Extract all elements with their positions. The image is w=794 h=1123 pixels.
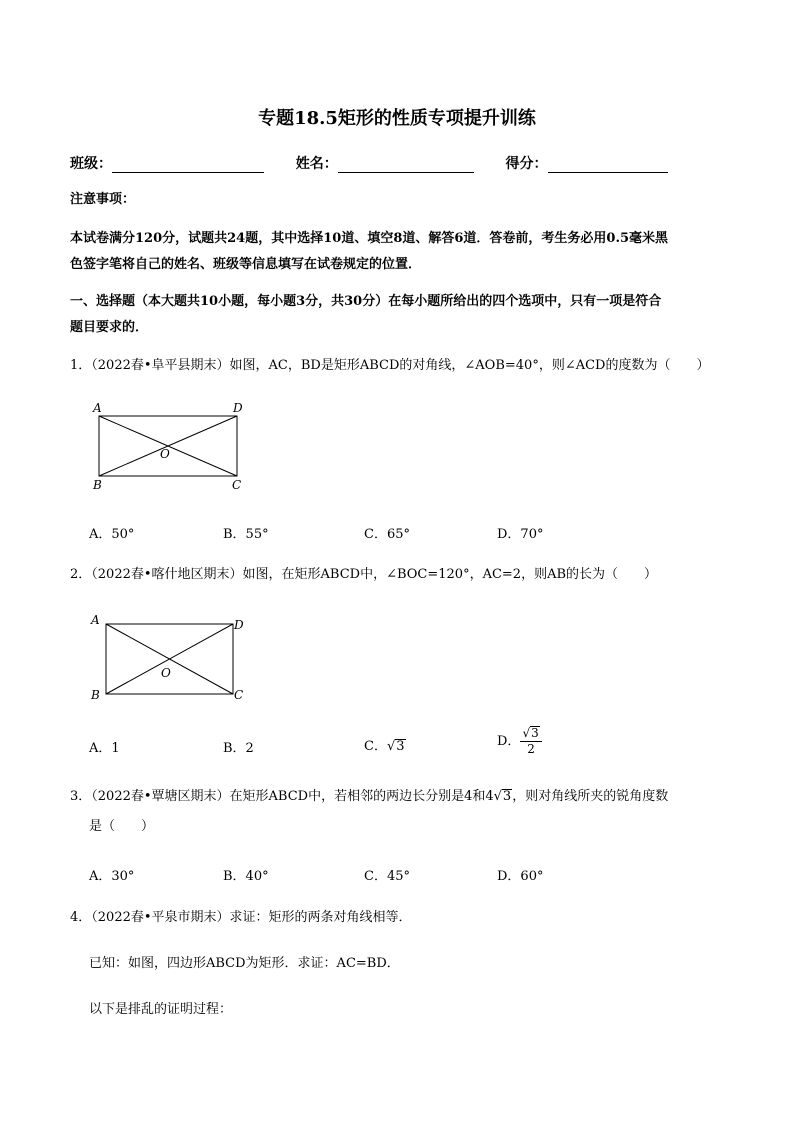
q1-label-o: O xyxy=(160,447,170,461)
q1-stem: 1．（2022春•阜平县期末）如图，AC，BD是矩形ABCD的对角线，∠AOB=40°，则∠ACD的度数为（ ） xyxy=(70,358,710,373)
q3-stem-line-2: 是（ ） xyxy=(89,819,155,834)
q2-option-a[interactable]: A．1 xyxy=(89,741,120,756)
q1-rectangle-figure xyxy=(88,398,258,494)
score-label: 得分： xyxy=(505,156,548,172)
q1-option-a[interactable]: A．50° xyxy=(89,527,135,542)
q2-option-d[interactable] xyxy=(497,726,542,757)
q2-label-c: C xyxy=(234,688,244,702)
q2-option-d-numerator: 3 xyxy=(531,726,539,740)
q2-label-o: O xyxy=(161,666,171,680)
q2-label-d: D xyxy=(234,618,244,632)
q3-option-c[interactable]: C．45° xyxy=(364,869,410,884)
q3-stem-part-2: ，则对角线所夹的锐角度数 xyxy=(512,789,669,804)
q4-given: 已知：如图，四边形ABCD为矩形．求证：AC=BD． xyxy=(89,956,400,971)
q2-label-b: B xyxy=(91,688,100,702)
score-blank[interactable] xyxy=(548,157,668,173)
notice-line-1: 本试卷满分120分，试题共24题，其中选择10道、填空8道、解答6道．答卷前，考生务必用0.5毫米黑 xyxy=(70,231,669,246)
student-info-row xyxy=(70,153,668,173)
q2-option-c-radicand: 3 xyxy=(396,739,405,754)
section1-line-2: 题目要求的． xyxy=(70,320,149,335)
q1-label-d: D xyxy=(233,401,243,415)
notice-line-2: 色签字笔将自己的姓名、班级等信息填写在试卷规定的位置． xyxy=(70,257,422,272)
q2-option-d-prefix: D． xyxy=(497,734,521,749)
name-blank[interactable] xyxy=(338,157,474,173)
q4-proof-intro: 以下是排乱的证明过程： xyxy=(89,1002,233,1017)
q2-option-c-prefix: C． xyxy=(364,739,387,754)
sqrt-symbol: √ xyxy=(386,739,396,754)
sqrt-symbol: √ xyxy=(493,789,502,804)
q2-option-c[interactable] xyxy=(364,735,406,754)
sqrt-symbol: √ xyxy=(522,726,531,740)
section1-line-1: 一、选择题（本大题共10小题，每小题3分，共30分）在每小题所给出的四个选项中，只有一项是符合 xyxy=(70,294,662,309)
q2-option-b[interactable]: B．2 xyxy=(223,741,254,756)
q3-stem-part-1: 3．（2022春•覃塘区期末）在矩形ABCD中，若相邻的两边长分别是4和4 xyxy=(70,789,494,804)
q2-label-a: A xyxy=(91,613,100,627)
q1-option-c[interactable]: C．65° xyxy=(364,527,410,542)
q1-option-b[interactable]: B．55° xyxy=(223,527,269,542)
class-label: 班级： xyxy=(70,156,112,172)
q4-stem: 4．（2022春•平泉市期末）求证：矩形的两条对角线相等． xyxy=(70,910,412,925)
name-label: 姓名： xyxy=(295,156,338,172)
q3-option-b[interactable]: B．40° xyxy=(223,869,269,884)
q1-label-b: B xyxy=(93,478,102,492)
page-title: 专题18.5矩形的性质专项提升训练 xyxy=(258,108,536,129)
class-blank[interactable] xyxy=(112,157,264,173)
q2-stem: 2．（2022春•喀什地区期末）如图，在矩形ABCD中，∠BOC=120°，AC=2，则AB的长为（ ） xyxy=(70,567,658,582)
q2-option-d-fraction xyxy=(520,726,541,757)
q3-stem-line-1 xyxy=(70,784,668,810)
notice-heading: 注意事项： xyxy=(70,192,136,207)
q3-stem-radicand: 3 xyxy=(502,789,512,804)
q1-label-a: A xyxy=(93,401,102,415)
q3-option-a[interactable]: A．30° xyxy=(89,869,135,884)
q1-label-c: C xyxy=(232,478,242,492)
q2-option-d-denominator: 2 xyxy=(527,742,535,756)
q1-option-d[interactable]: D．70° xyxy=(497,527,544,542)
q2-rectangle-figure xyxy=(88,610,258,706)
q3-option-d[interactable]: D．60° xyxy=(497,869,544,884)
